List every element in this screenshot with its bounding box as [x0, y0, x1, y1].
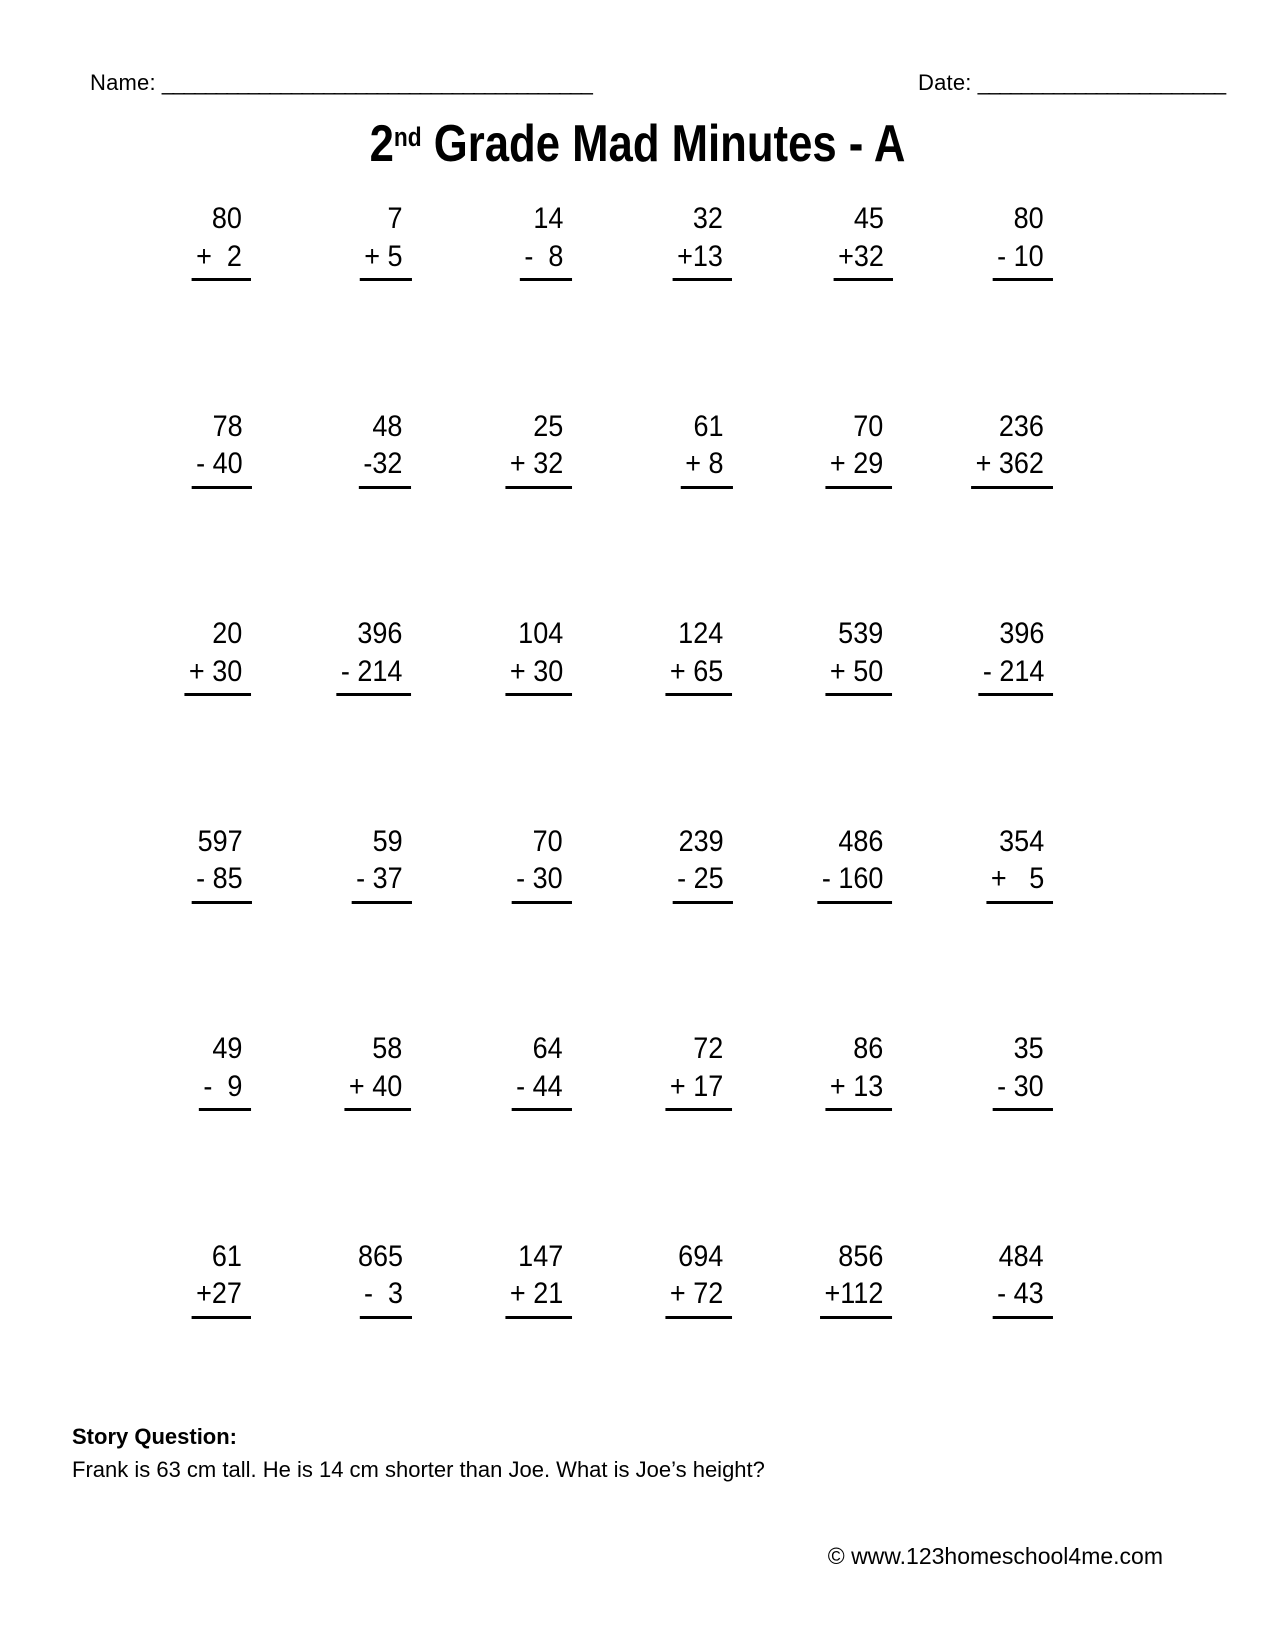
problem-operation-line: +112	[820, 1276, 892, 1319]
math-problem	[416, 616, 576, 824]
problem-operation-line: - 160	[818, 861, 893, 904]
copyright-notice: © www.123homeschool4me.com	[827, 1543, 1163, 1569]
problem-stack	[185, 616, 252, 696]
problem-operation-line: + 21	[505, 1276, 572, 1319]
problem-top-operand: 147	[517, 1239, 563, 1273]
problem-top-operand: 78	[212, 409, 243, 443]
math-problem	[736, 824, 896, 1032]
story-question-heading: Story Question:	[72, 1424, 238, 1449]
problem-top-operand: 539	[838, 617, 884, 650]
math-problem	[255, 1031, 415, 1239]
problem-operation-line: +13	[673, 239, 732, 282]
problem-operation-line: - 40	[191, 446, 251, 489]
problem-stack	[826, 1031, 893, 1111]
math-problem	[736, 1031, 896, 1239]
math-problem	[416, 201, 576, 409]
problem-operation-line: - 85	[191, 861, 251, 904]
problem-top-operand: 80	[1013, 202, 1044, 235]
math-problem	[255, 824, 415, 1032]
math-problem	[95, 1031, 255, 1239]
problem-operation-line: - 37	[352, 861, 412, 904]
problem-stack	[358, 1239, 412, 1319]
problem-operation-line: + 8	[681, 446, 733, 489]
problem-stack	[673, 201, 732, 281]
problem-top-operand: 20	[212, 617, 243, 650]
problem-operation-line: + 32	[505, 446, 572, 489]
math-problem	[897, 824, 1057, 1032]
problem-operation-line: - 30	[512, 861, 572, 904]
math-problem	[576, 1031, 736, 1239]
math-problem	[897, 409, 1057, 617]
name-blank-line: ________________________________________	[161, 70, 592, 95]
problem-top-operand: 80	[212, 202, 243, 235]
problem-stack	[820, 1239, 892, 1319]
problem-stack	[519, 201, 572, 281]
problem-operation-line: + 30	[185, 654, 252, 697]
problem-operation-line: + 40	[345, 1069, 412, 1112]
problem-top-operand: 64	[532, 1032, 563, 1065]
math-problem	[255, 409, 415, 617]
title-rest: Grade Mad Minutes - A	[421, 115, 906, 173]
problem-operation-line: + 5	[360, 239, 412, 282]
problem-top-operand: 70	[853, 409, 884, 443]
date-blank-line: _______________________	[977, 70, 1225, 95]
problem-stack	[666, 616, 733, 696]
problem-operation-line: +27	[192, 1276, 251, 1319]
math-problem	[576, 201, 736, 409]
problems-grid	[95, 201, 1057, 1446]
problem-stack	[986, 824, 1053, 904]
name-field-row	[90, 70, 591, 96]
math-problem	[255, 616, 415, 824]
math-problem	[255, 1239, 415, 1447]
math-problem	[736, 409, 896, 617]
problem-operation-line: - 43	[993, 1276, 1053, 1319]
problem-operation-line: - 30	[993, 1069, 1053, 1112]
problem-top-operand: 45	[853, 202, 884, 235]
problem-top-operand: 486	[838, 824, 884, 858]
problem-top-operand: 7	[387, 202, 403, 235]
math-problem	[95, 616, 255, 824]
story-question-section	[72, 1420, 765, 1486]
problem-stack	[971, 409, 1053, 489]
math-problem	[576, 409, 736, 617]
problem-stack	[833, 201, 892, 281]
problem-stack	[192, 1239, 251, 1319]
title-number: 2	[369, 115, 394, 173]
problem-operation-line: + 50	[826, 654, 893, 697]
problem-top-operand: 354	[998, 824, 1044, 858]
problem-stack	[826, 409, 893, 489]
problem-operation-line: + 65	[666, 654, 733, 697]
problem-operation-line: - 44	[512, 1069, 572, 1112]
date-label: Date:	[918, 70, 972, 95]
math-problem	[576, 1239, 736, 1447]
problem-top-operand: 865	[357, 1239, 403, 1273]
math-problem	[416, 1239, 576, 1447]
math-problem	[576, 616, 736, 824]
problem-operation-line: - 10	[993, 239, 1053, 282]
problem-operation-line: - 9	[199, 1069, 252, 1112]
math-problem	[95, 409, 255, 617]
problem-stack	[359, 409, 412, 489]
problem-operation-line: - 214	[978, 654, 1053, 697]
math-problem	[416, 824, 576, 1032]
math-problem	[95, 1239, 255, 1447]
problem-top-operand: 396	[998, 617, 1044, 650]
problem-top-operand: 72	[693, 1032, 724, 1065]
problem-stack	[192, 201, 251, 281]
math-problem	[416, 409, 576, 617]
problem-stack	[505, 1239, 572, 1319]
problem-top-operand: 48	[372, 409, 403, 443]
problem-stack	[993, 201, 1053, 281]
problem-top-operand: 70	[532, 824, 563, 858]
problem-top-operand: 484	[998, 1239, 1044, 1273]
problem-operation-line: + 5	[986, 861, 1053, 904]
problem-stack	[826, 616, 893, 696]
math-problem	[95, 201, 255, 409]
math-problem	[897, 1031, 1057, 1239]
math-problem	[95, 824, 255, 1032]
story-question-text: Frank is 63 cm tall. He is 14 cm shorter than Joe. What is Joe’s height?	[72, 1457, 765, 1482]
problem-stack	[672, 824, 732, 904]
math-problem	[897, 1239, 1057, 1447]
problem-top-operand: 239	[678, 824, 724, 858]
problem-operation-line: + 13	[826, 1069, 893, 1112]
worksheet-title	[102, 114, 1173, 174]
problem-top-operand: 58	[372, 1032, 403, 1065]
problem-top-operand: 396	[357, 617, 403, 650]
problem-stack	[993, 1239, 1053, 1319]
problem-operation-line: + 72	[666, 1276, 733, 1319]
problem-stack	[191, 824, 251, 904]
problem-stack	[681, 409, 733, 489]
problem-top-operand: 61	[212, 1239, 243, 1273]
problem-operation-line: + 2	[192, 239, 251, 282]
problem-stack	[337, 616, 412, 696]
problem-operation-line: - 214	[337, 654, 412, 697]
problem-top-operand: 856	[838, 1239, 884, 1273]
math-problem	[736, 1239, 896, 1447]
problem-top-operand: 86	[853, 1032, 884, 1065]
math-problem	[416, 1031, 576, 1239]
problem-top-operand: 49	[212, 1032, 243, 1065]
problem-stack	[993, 1031, 1053, 1111]
problem-stack	[512, 1031, 572, 1111]
problem-stack	[505, 409, 572, 489]
name-label: Name:	[90, 70, 156, 95]
problem-top-operand: 32	[693, 202, 724, 235]
problem-top-operand: 694	[678, 1239, 724, 1273]
problem-stack	[191, 409, 251, 489]
problem-stack	[352, 824, 412, 904]
math-problem	[736, 201, 896, 409]
problem-stack	[818, 824, 893, 904]
problem-stack	[199, 1031, 252, 1111]
problem-operation-line: -32	[359, 446, 412, 489]
math-problem	[897, 616, 1057, 824]
problem-operation-line: +32	[833, 239, 892, 282]
problem-stack	[978, 616, 1053, 696]
title-ordinal-suffix: nd	[393, 122, 422, 153]
problem-top-operand: 104	[517, 617, 563, 650]
problem-operation-line: + 30	[505, 654, 572, 697]
problem-top-operand: 597	[197, 824, 243, 858]
problem-operation-line: + 29	[826, 446, 893, 489]
math-problem	[736, 616, 896, 824]
problem-stack	[360, 201, 412, 281]
problem-operation-line: + 17	[666, 1069, 733, 1112]
problem-top-operand: 236	[998, 409, 1044, 443]
problem-stack	[505, 616, 572, 696]
problem-top-operand: 25	[532, 409, 563, 443]
problem-operation-line: - 3	[359, 1276, 412, 1319]
problem-stack	[512, 824, 572, 904]
problem-top-operand: 61	[693, 409, 724, 443]
problem-stack	[666, 1031, 733, 1111]
problem-top-operand: 35	[1013, 1032, 1044, 1065]
problem-operation-line: + 362	[971, 446, 1053, 489]
problem-stack	[345, 1031, 412, 1111]
problem-operation-line: - 8	[519, 239, 572, 282]
math-problem	[897, 201, 1057, 409]
date-field-row	[918, 70, 1225, 96]
math-problem	[576, 824, 736, 1032]
math-problem	[255, 201, 415, 409]
problem-top-operand: 124	[678, 617, 724, 650]
problem-stack	[666, 1239, 733, 1319]
problem-operation-line: - 25	[672, 861, 732, 904]
problem-top-operand: 59	[372, 824, 403, 858]
problem-top-operand: 14	[532, 202, 563, 235]
